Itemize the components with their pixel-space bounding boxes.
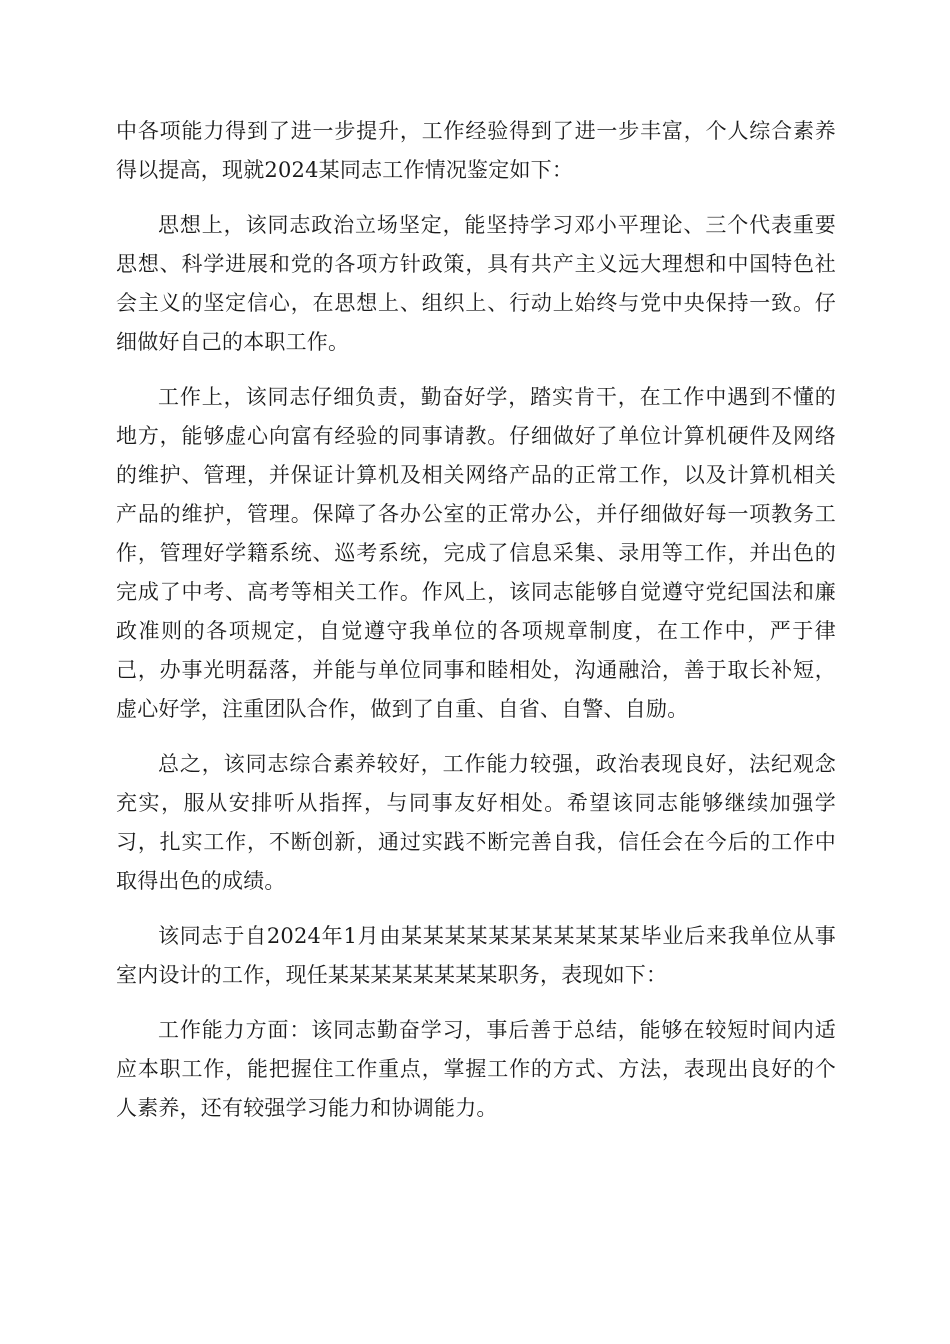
paragraph-work-ability: 工作能力方面：该同志勤奋学习，事后善于总结，能够在较短时间内适应本职工作，能把握住工作重点，掌握工作的方式、方法，表现出良好的个人素养，还有较强学习能力和协调能力。 — [116, 1018, 836, 1120]
paragraph-employment: 该同志于自2024年1月由某某某某某某某某某某某毕业后来我单位从事室内设计的工作，现任某某某某某某某某职务，表现如下： — [116, 924, 836, 987]
paragraph-summary: 总之，该同志综合素养较好，工作能力较强，政治表现良好，法纪观念充实，服从安排听从指挥，与同事友好相处。希望该同志能够继续加强学习，扎实工作，不断创新，通过实践不断完善自我，信任会在今后的工作中取得出色的成绩。 — [116, 752, 836, 893]
paragraph-ideology: 思想上，该同志政治立场坚定，能坚持学习邓小平理论、三个代表重要思想、科学进展和党的各项方针政策，具有共产主义远大理想和中国特色社会主义的坚定信心，在思想上、组织上、行动上始终与党中央保持一致。仔细做好自己的本职工作。 — [116, 213, 836, 354]
document-body — [116, 112, 836, 1144]
paragraph-intro-continuation: 中各项能力得到了进一步提升，工作经验得到了进一步丰富，个人综合素养得以提高，现就2024某同志工作情况鉴定如下： — [116, 119, 836, 182]
paragraph-work: 工作上，该同志仔细负责，勤奋好学，踏实肯干，在工作中遇到不懂的地方，能够虚心向富有经验的同事请教。仔细做好了单位计算机硬件及网络的维护、管理，并保证计算机及相关网络产品的正常工作，以及计算机相关产品的维护，管理。保障了各办公室的正常办公，并仔细做好每一项教务工作，管理好学籍系统、巡考系统，完成了信息采集、录用等工作，并出色的完成了中考、高考等相关工作。作风上，该同志能够自觉遵守党纪国法和廉政准则的各项规定，自觉遵守我单位的各项规章制度，在工作中，严于律己，办事光明磊落，并能与单位同事和睦相处，沟通融洽，善于取长补短，虚心好学，注重团队合作，做到了自重、自省、自警、自励。 — [116, 385, 836, 721]
